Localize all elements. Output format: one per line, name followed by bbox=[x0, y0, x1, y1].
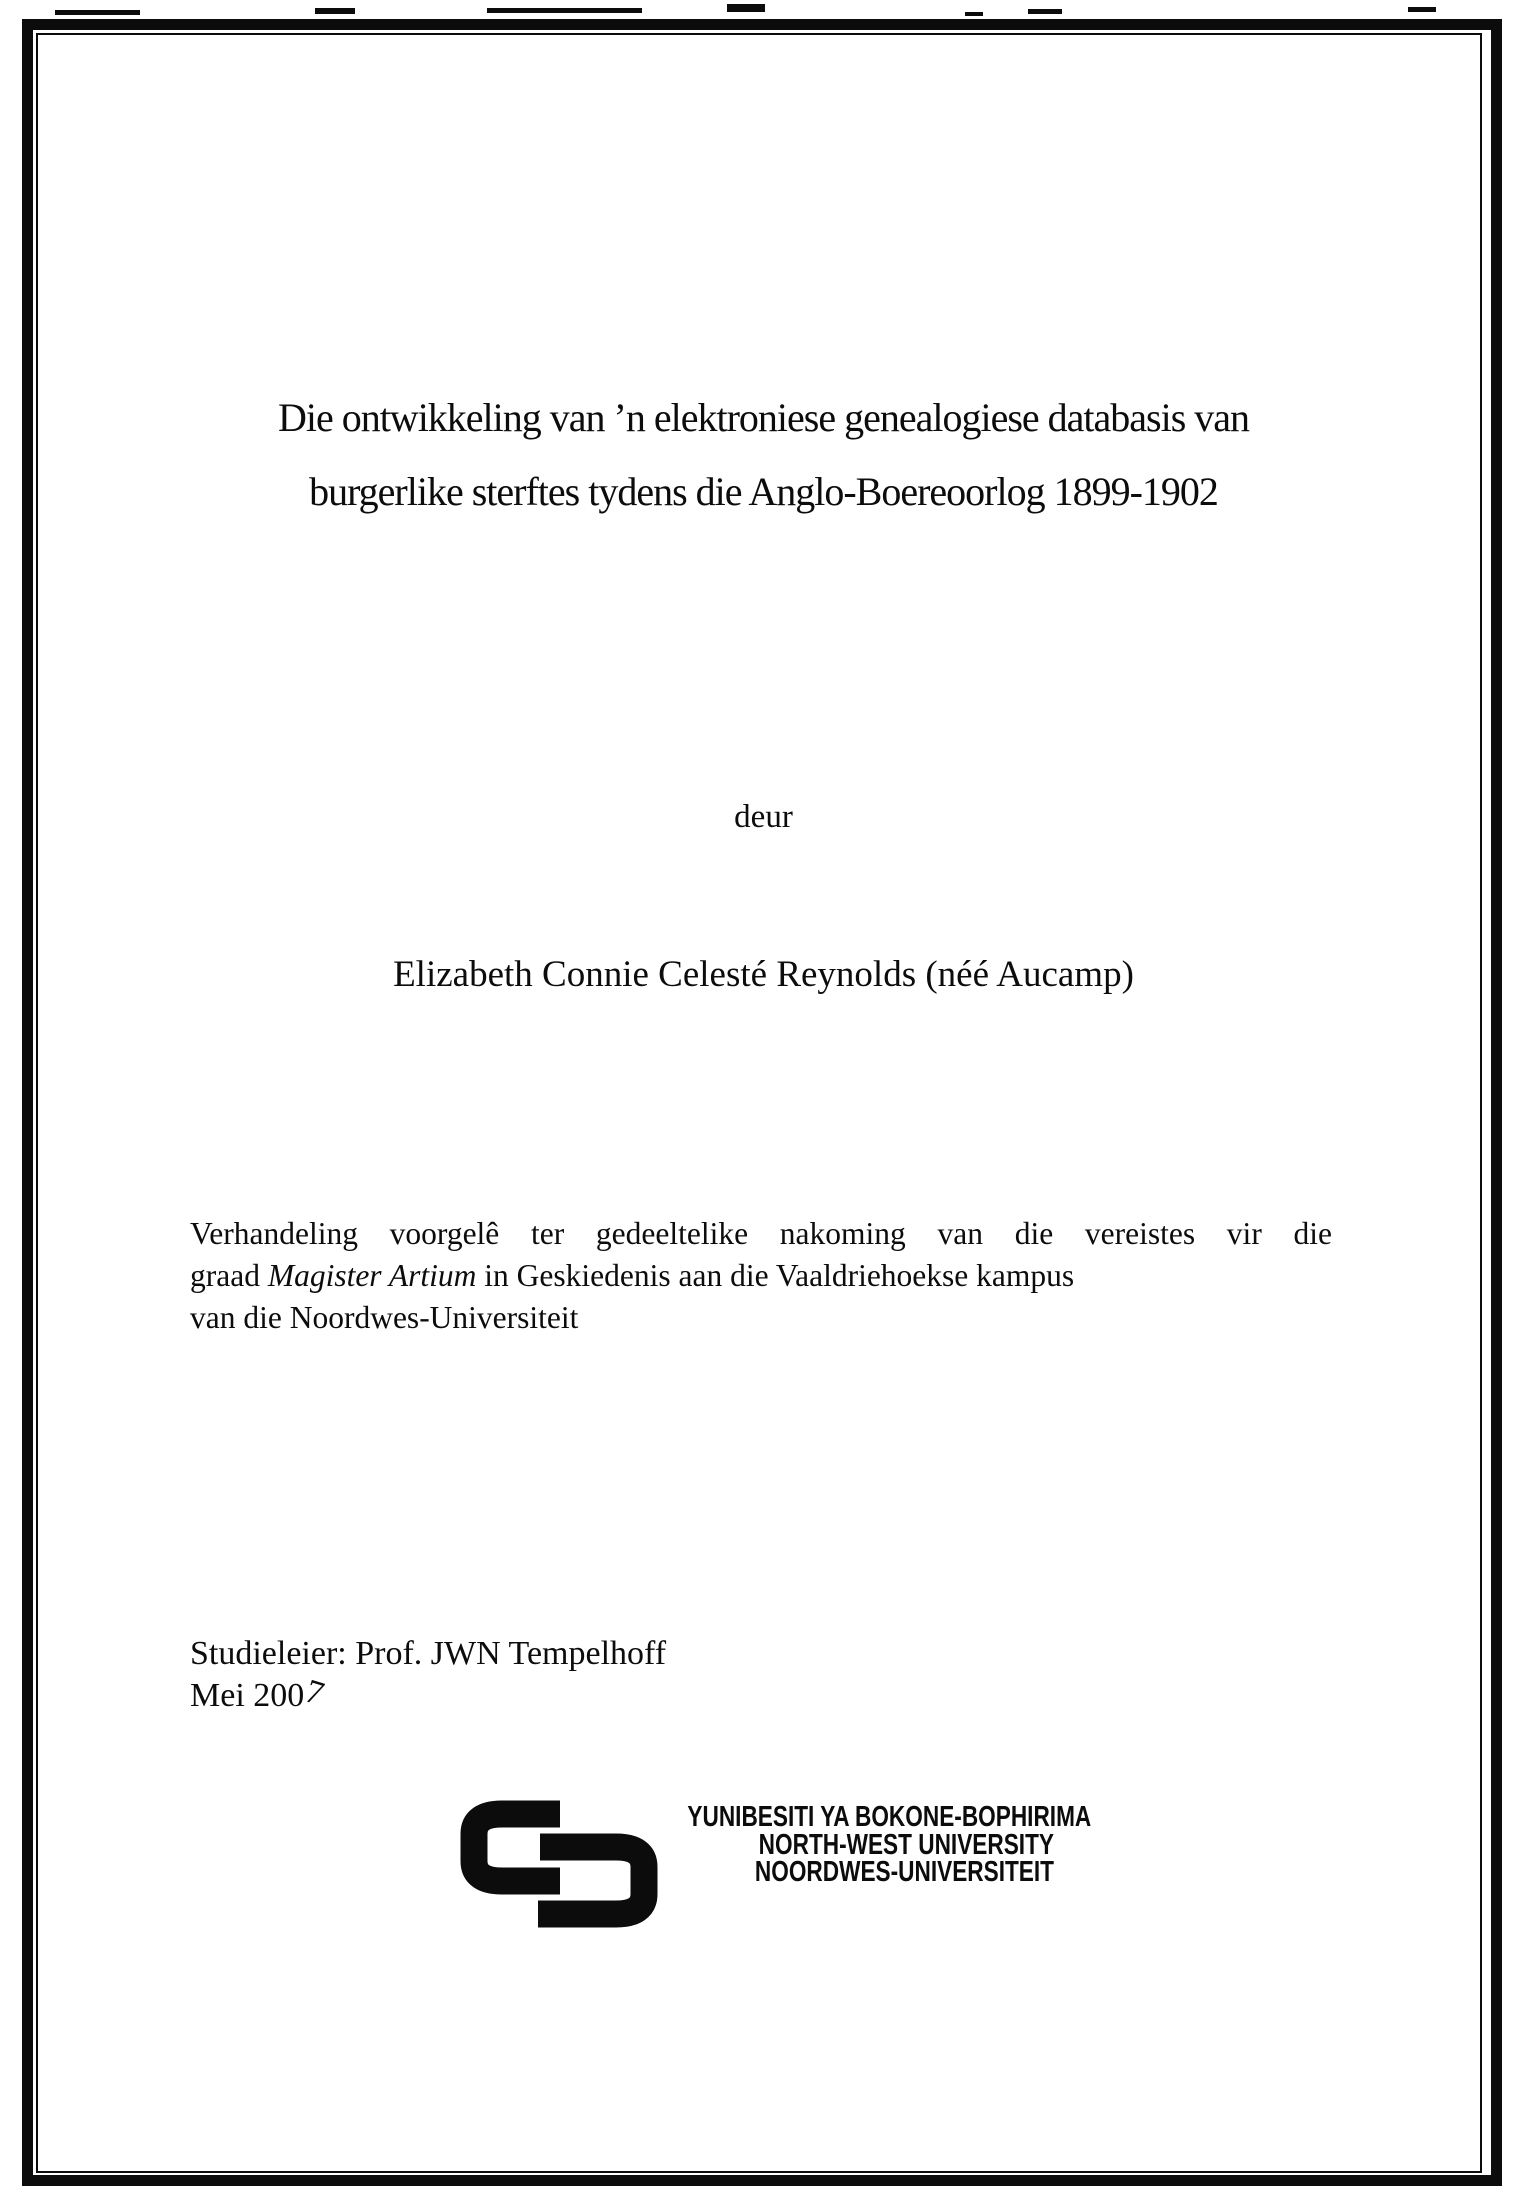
university-name-setswana: YUNIBESITI YA BOKONE-BOPHIRIMA bbox=[687, 1801, 1092, 1833]
date-last-digit: 7 bbox=[301, 1672, 329, 1714]
supervisor-line: Studieleier: Prof. JWN Tempelhoff bbox=[190, 1635, 667, 1672]
scan-artifact bbox=[1408, 7, 1436, 12]
degree-statement-line-1: Verhandeling voorgelê ter gedeeltelike nakoming van die vereistes vir die bbox=[190, 1216, 1332, 1251]
degree-statement-line-2 bbox=[190, 1255, 1332, 1297]
scan-artifact bbox=[1028, 9, 1062, 14]
north-west-university-logo-icon bbox=[460, 1800, 658, 1928]
scan-artifact bbox=[487, 8, 642, 13]
thesis-title-line-1: Die ontwikkeling van ’n elektroniese genealogiese databasis van bbox=[277, 395, 1250, 440]
date-line bbox=[190, 1672, 666, 1717]
scan-artifact bbox=[55, 10, 140, 15]
scan-artifact bbox=[727, 4, 765, 12]
date-prefix: Mei 200 bbox=[190, 1677, 305, 1714]
thesis-title-line-2: burgerlike sterftes tydens die Anglo-Boereoorlog 1899-1902 bbox=[309, 469, 1218, 514]
degree-statement bbox=[190, 1213, 1332, 1339]
degree-name-italic: Magister Artium bbox=[267, 1258, 477, 1293]
scan-artifact bbox=[965, 12, 983, 16]
scan-artifact bbox=[315, 8, 355, 14]
university-wordmark bbox=[687, 1801, 1092, 1888]
degree-statement-line-2-prefix: graad bbox=[190, 1258, 268, 1293]
degree-statement-line-2-suffix: in Geskiedenis aan die Vaaldriehoekse kampus bbox=[476, 1258, 1075, 1293]
university-name-afrikaans: NOORDWES-UNIVERSITEIT bbox=[754, 1856, 1054, 1888]
degree-statement-line-3: van die Noordwes-Universiteit bbox=[190, 1300, 579, 1335]
author-name: Elizabeth Connie Celesté Reynolds (néé Aucamp) bbox=[393, 954, 1134, 995]
university-name-english: NORTH-WEST UNIVERSITY bbox=[758, 1828, 1054, 1861]
byline-deur: deur bbox=[734, 799, 793, 835]
supervisor-block bbox=[190, 1633, 666, 1717]
